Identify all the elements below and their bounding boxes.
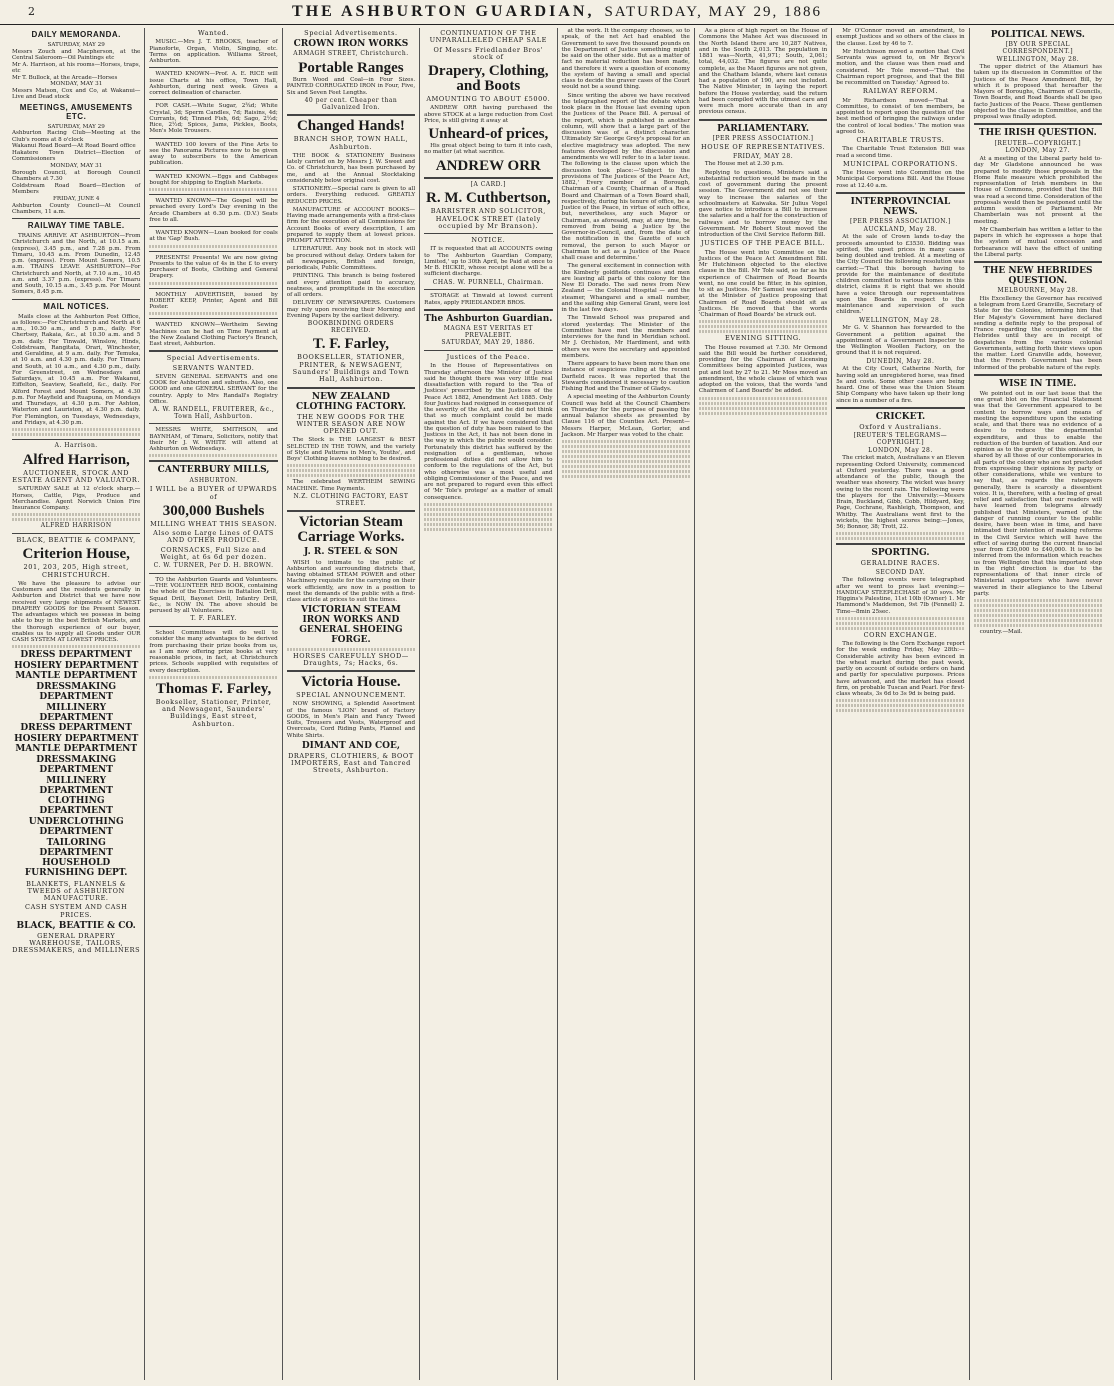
column-6 [694,28,831,1380]
memoranda-heading: DAILY MEMORANDA. [31,30,121,39]
unheard-prices: Unheard-of prices, [428,126,549,143]
text-filler [287,464,415,467]
special-top: Special Advertisements. [304,29,398,37]
canterbury-sub: MILLING WHEAT THIS SEASON. [150,519,278,528]
text-filler [562,440,690,443]
divider [836,407,964,409]
london-date: LONDON, May 28. [868,446,933,454]
text-filler [562,465,690,468]
auckland-text: At the sale of Crown lands to-day the proceeds amounted to £3530. Bidding was spirited, the upset prices in many cases being doubled and trebled. At a meeting of the City Council the following resolution was carried:—'That this borough having to provide for the maintenance of destitute children committed to various homes in this district, claims it is right that we should have a voice through our representatives upon the Boards in respect to the maintenance and supervision of such children.' [836,234,965,316]
cash-line: CASH SYSTEM AND CASH PRICES. [25,903,128,919]
text-filler [424,518,552,521]
tinwald-text: The Tinwald School was prepared and stored yesterday. The Minister of the Committee have met the members and interviews for the fund in Meridian school. Mr J. Orchiston, Mr Hardiment, and with others we were the secretary and appointed members. [561,315,690,359]
text-filler [836,537,964,540]
text-filler [974,619,1102,622]
railway-reform: RAILWAY REFORM. [862,87,939,96]
divider [149,350,277,352]
text-filler [149,188,277,191]
hebrides-heading: THE NEW HEBRIDES QUESTION. [983,266,1093,287]
text-filler [699,320,827,323]
list-item: TAILORING DEPARTMENT [39,837,113,858]
corn-heading: CORN EXCHANGE. [863,630,938,639]
list-item: MILLINERY DEPARTMENT [39,702,113,723]
wanted-ad: MUSIC.—Mrs J. T. BROOKS, teacher of Pianoforte, Organ, Violin, Singing, etc. Terms on application. Williams Street, Ashburton. [149,39,278,65]
victoria-text: NOW SHOWING, a Splendid Assortment of the famous 'LION' brand of Factory GOODS, in Men's Plain and Fancy Tweed Suits, Trousers and Vests, Waterproof and Overcoats, Cord Riding Pants, Flannel and White Shirts. [286,701,416,739]
text-filler [699,325,827,328]
cuthbertson-sub: BARRISTER AND SOLICITOR, HAVELOCK STREET (lately occupied by Mr Branson). [430,207,546,230]
text-filler [699,412,827,415]
list-item: Ashburton Racing Club—Meeting at the Club's rooms at 8 o'clock [12,130,141,143]
cricket-heading: CRICKET. [875,411,926,422]
purnell-sign: CHAS. W. PURNELL, Chairman. [432,278,544,286]
railway-text: TRAINS ARRIVE AT ASHBURTON—From Christchurch and the North, at 10.15 a.m. (express), 3.45 p.m., and 7.28 p.m. From Timaru, 10.45 a.m. From Dunedin, 12.45 p.m. (express). From Mount Somers, 10.5 a.m. TRAINS LEAVE ASHBURTON—For Christchurch and North, at 7.10 a.m., 10.45 a.m. and 3.37 p.m. (express). For Timaru and South, 10.15 a.m., 3.45 p.m. For Mount Somers, 8.45 p.m. [12,233,141,296]
list-item: HOUSEHOLD FURNISHING DEPT. [24,858,128,879]
sporting-heading: SPORTING. [871,548,930,559]
farley-sign: T. F. FARLEY. [190,615,237,623]
irish-text: At a meeting of the Liberal party held to-day Mr Gladstone announced he was prepared to modify those proposals in the Home Rule measure which prohibited the representation of Irish members in the House of Commons, provided that the Bill was read a second time. Consideration of the proposals would then be postponed until the autumn session of Parliament. Mr Chamberlain was not present at the meeting. [973,156,1103,225]
list-item: HOSIERY DEPARTMENT [14,660,139,671]
cornsacks: CORNSACKS, Full Size and Weight, at 6s 6d per dozen. [160,545,267,561]
list-item: DRESS DEPARTMENT [20,650,132,661]
blankets-line: BLANKETS, FLANNELS & TWEEDS of ASHBURTON MANUFACTURE. [26,879,127,903]
text-filler [424,513,552,516]
meetings-heading: MEETINGS, AMUSEMENTS ETC. [19,102,133,121]
divider [149,226,277,227]
text-filler [424,503,552,506]
continuation: CONTINUATION OF THE UNPARALLELED CHEAP SALE [429,29,548,45]
text-filler [12,645,140,648]
harrison-label: A. Harrison. [54,442,98,450]
text-filler [699,407,827,410]
races-text: The following events were telegraphed after we went to press last evening:—HANDICAP STEEPLECHASE of 30 sovs. Mr Higgins's Palestine, 11st 10lb (Owner) 1. Mr Hammond's Maddemon, 9st 7lb (Fennell) 2. Time—8min 25sec. [836,577,965,615]
special-heading: Special Advertisements. [166,354,261,363]
railway-reform-text: Mr Richardson moved—'That a Committee, to consist of ten members, be appointed to report upon the question of the best method of bringing the railways under the control of local bodies.' The motion was agreed to. [836,97,965,135]
justices-bill-heading: JUSTICES OF THE PEACE BILL. [700,239,826,248]
geraldine-heading: GERALDINE RACES. [860,559,941,568]
divider [974,374,1102,376]
victoria-house: Victoria House. [301,674,401,691]
wanted-ad: WANTED KNOWN—Loan booked for coals at the 'Gap' Bush. [149,230,278,243]
book-text: THE BOOK & STATIONERY Business lately carried on by Messrs J. W. Sweet and Co. of Christchurch, has been purchased by me, and at the Annual Stocktaking considerably below original cost. [286,152,416,184]
list-item: DRESS DEPARTMENT [20,723,132,734]
list-item: SATURDAY, MAY 29 [47,41,105,48]
text-filler [562,445,690,448]
divider [149,288,277,289]
list-item: DRESSMAKING DEPARTMENT [36,682,117,703]
divider [149,251,277,252]
publication-date: SATURDAY, MAY 29, 1886. [441,339,536,347]
column-4 [419,28,556,1380]
divider [12,299,140,300]
notice-text: IT is requested that all ACCOUNTS owing to 'The Ashburton Guardian Company, Limited,' up to 30th April, be Paid at once to Mr B. HICKIE, whose receipt alone will be a sufficient discharge. [424,246,553,278]
list-item: MANTLE DEPARTMENT [15,744,138,755]
wanted-ad: MONTHLY ADVERTISER, issued by ROBERT KEEP, Printer, Agent and Bill Poster. [149,291,278,311]
divider [287,670,415,672]
house-heading: HOUSE OF REPRESENTATIVES. [700,143,826,152]
column-7 [831,28,968,1380]
storage-text: STORAGE at Tinwald at lowest current Rates, apply FRIEDLANDER BROS. [424,293,553,306]
printing-text: PRINTING. This branch is being fostered and every attention paid to accuracy, neatness, and promptitude in the execution of all orders. [286,273,416,299]
text-filler [287,469,415,472]
changed-hands: Changed Hands! [296,118,405,135]
friday-date: FRIDAY, MAY 28. [733,152,794,160]
list-item: Messrs Zouch and Macpherson, at the Central Saleroom—Oil Paintings etc [12,48,141,61]
divider [149,99,277,100]
debate-text: Replying to questions, Ministers said a substantial reduction would be made in the cost of government during the present session. The Government did not see their way to increase the salaries of the schoolmasters at Kaiwaka. Sir Julius Vogel gave notice to introduce a Bill to increase the salaries and a half for the construction of railways and to borrow money by the Government. Mr Robert Stout moved the introduction of the Civil Service Reform Bill. [698,169,828,239]
criterion-name: Criterion House, [22,546,130,563]
text-filler [974,614,1102,617]
committee-text: Mr O'Connor moved an amendment, to exempt Justices and so others of the class in the clause. Lost by 46 to 7. [836,28,965,47]
wertheim-text: The celebrated WERTHEIM SEWING MACHINE. Time Payments. [286,479,416,492]
text-filler [974,624,1102,627]
article-text: In the House of Representatives on Thursday afternoon the Minister of Justice said he thought there was very little real dissatisfaction with regard to the 'Tea of Justices' prescribed by the Justices of the Peace Act 1882, Amendment Act 1885. Only four Justices had resigned in consequence of the severity of the Act, and he did not think that so much complaint could be made against the Act. If we have considered that the question of duty has been raised to the Justices in the Act, it has not been done in the way in which the public would consider. Fortunately this district has suffered by the resignation of a gentleman, whose professional duties did not allow him to conform to the regulations of the Act, but who otherwise was a most useful and obliging Commissioner of the Peace, and we are not prepared to regard even this effect of 'Mr Tole's protege' as a matter of small consequence. [424,363,553,501]
wise-text: We pointed out in our last issue that the one great blot on the Financial Statement was that the Government appeared to be content to borrow ways and means of meeting the expenditure upon the existing scale, and that there was no evidence of a desire to reduce the departmental expenditure, and thus to enable the reduction of the burden of taxation. And our opinion as to the gravity of this omission, is shared by all those of our contemporaries in all parts of the colony who are not precluded from expressing their opinions by party or other considerations, while we venture to say that, as regards the ratepayers generally, there is scarcely a dissentient voice. It is, therefore, with a feeling of great relief and satisfaction that our readers will have learned from telegrams already published that Ministers, warned of the danger of running counter to the public desire, have been wise in time, and have intimated their intention of making reforms in the Civil Service which will have the effect of saving during the current financial year from £30,000 to £40,000. It is to be inferred from the information which reaches us from Wellington that this important step in the right direction is due to the representations of that inner circle of Ministerial supporters who have never wavered in their allegiance to the Liberal party. [973,390,1102,597]
interprov-assoc: [PER PRESS ASSOCIATION.] [849,217,951,225]
divider [149,626,277,627]
servants-text: SEVEN GENERAL SERVANTS and one COOK for Ashburton and suburbs. Also, one GOOD and one GENERAL SERVANT for the country. Apply to Mrs Randall's Registry Office. [149,373,278,405]
divider [149,67,277,68]
dunedin-text: At the City Court, Catherine North, for having sold an unregistered horse, was fined 5s and costs. Some other cases are being heard. One of these was the Union Steam Ship Company who have taken up their long since in a number of a fire. [836,366,965,404]
criterion-text: We have the pleasure to advise our Customers and the residents generally in Ashburton and District that we have now received very large shipments of NEWEST DRAPERY GOODS for the Present Season. The advantages which we possess in being able to buy in the best British Markets, and the thorough experience of our buyer, enables us to supply all Goods under OUR CASH SYSTEM AT LOWEST PRICES. [12,580,141,644]
guardian-motto: MAGNA EST VERITAS ET PREVALEBIT. [443,324,533,339]
text-filler [836,532,964,535]
memoranda-list [12,42,140,101]
article-title: Justices of the Peace. [446,353,530,362]
divider [149,170,277,171]
text-filler [149,676,277,679]
newspaper-title: THE ASHBURTON GUARDIAN, [292,3,595,21]
list-item: HOSIERY DEPARTMENT [14,733,139,744]
volunteer-text: TO the Ashburton Guards and Volunteers.—THE VOLUNTEER RED BOOK, containing the whole of the Exercises in Battalion Drill, Squad Drill, Bayonet Drill, Infantry Drill, &c., is NOW IN. The above should be perused by all Volunteers. [149,576,278,615]
farley-name: Thomas F. Farley, [155,680,272,697]
text-filler [12,513,140,516]
criterion-addr: 201, 203, 205, High street, CHRISTCHURCH. [23,563,129,579]
list-item: Borough Council, at Borough Council Chambers at 7.30 [12,169,141,183]
wellington-date: WELLINGTON, May 28. [996,55,1080,63]
justices-text: The House went into Committee on the Justices of the Peace Act Amendment Bill. Mr Hutchinson objected to the elective clause in the Bill. Mr Tole said, so far as his experience of Chairmen of Road Boards went, no one could be fitter, in his opinion, to sit as Justices. Mr Samuel was surprised at the Minister of Justice proposing that Chairmen of Road Boards should sit as Justices. He moved that the words 'Chairman of Road Boards' be struck out. [698,249,828,319]
randell-sign: A. W. RANDELL, FRUITERER, &c., Town Hall, Ashburton. [152,406,275,420]
hebrides-date: MELBOURNE, May 28. [997,287,1079,295]
text-filler [12,518,140,521]
divider [974,261,1102,263]
solicitors-notice: MESSRS WHITE, SMITHSON, and BAYNHAM, of Timaru, Solicitors, notify that their Mr J. W. WHITE will attend at Ashburton on Wednesdays. [149,427,278,453]
wanted-ad: WANTED KNOWN.—Eggs and Cabbages bought for shipping to English Markets. [149,173,278,186]
text-filler [562,475,690,478]
text-filler [149,245,277,248]
issue-date: SATURDAY, MAY 29, 1886 [604,3,822,20]
wanted-ad: WANTED KNOWN—Prof. A. E. RICE will issue Charts at his office, Town Hall, Ashburton, during next week. Gives a correct delineation of character. [149,71,278,97]
column-5 [557,28,694,1380]
text-filler [836,622,964,625]
divider [287,387,415,389]
divider [836,543,964,545]
divider [424,177,552,179]
article-continued: at the work. It the company chooses, so to speak, of the net Act had enabled the Government to save five thousand pounds on the Department of Justice something might be said on the other side. But as a matter of fact no material reduction has been made, and therefore it were a question of economy the system of having a small and special class to decide the graver cases of the Court would not be a sound thing. [561,28,690,91]
andrew-orr: ANDREW ORR [435,157,541,174]
list-item: Mr A. Harrison, at his rooms—Horses, traps, etc [12,61,141,74]
harrison-name: Alfred Harrison, [22,451,130,468]
text-filler [974,599,1102,602]
list-item: MONDAY, MAY 31 [50,163,103,170]
divider [836,192,964,194]
harrison-sign: ALFRED HARRISON [40,522,112,530]
text-filler [562,455,690,458]
departments-list [12,650,140,878]
newspapers-text: DELIVERY OF NEWSPAPERS. Customers may rely upon receiving their Morning and Evening Papers by the earliest delivery. [286,300,416,319]
nz-clothing: NEW ZEALAND CLOTHING FACTORY. [295,391,406,412]
charitable-heading: CHARITABLE TRUSTS. [856,136,945,145]
wanted-heading: Wanted. [198,29,230,37]
text-filler [149,282,277,285]
guardian-title: The Ashburton Guardian. [424,313,553,324]
list-item: UNDERCLOTHING DEPARTMENT [28,817,124,838]
cuthbertson-name: R. M. Cuthbertson, [426,190,551,207]
text-filler [699,330,827,333]
canterbury-qty: 300,000 Bushels [162,502,265,519]
text-filler [287,648,415,651]
divider [699,119,827,121]
column-8 [969,28,1106,1380]
text-filler [12,433,140,436]
auckland-date: AUCKLAND, May 28. [863,225,938,233]
wanted-ad: WANTED KNOWN—Wertheim Sewing Machines can be had on Time Payment at the New Zealand Clothing Factory's Branch, East street, Ashburton. [149,322,278,348]
evening-text: The House resumed at 7.30. Mr Ormond said the Bill would be further considered, providing for the Chairman of Licensing Committees being appointed Justices, was put and lost by 27 to 21. Mr Moss moved an amendment, the whole clause of which was adopted on the voices, that the words 'and Chairmen of Land Boards' be added. [698,344,828,395]
stationery-text: STATIONERY.—Special care is given to all orders. Everything reduced. GREATLY REDUCED PRICES. [286,186,416,205]
county-council-text: A special meeting of the Ashburton County Council was held at the Council Chambers on Thursday for the purpose of passing the annual balance sheets as presented by Clause 116 of the Counties Act. Present—Messrs Harper, McLean, Gorter, and Jackson. Mr Harper was voted to the chair. [561,394,690,438]
farley-sub: BOOKSELLER, STATIONER, PRINTER, & NEWSAGENT, Saunders' Buildings and Town Hall, Ashburton. [292,353,410,384]
press-assoc: [PER PRESS ASSOCIATION.] [712,134,814,142]
harrison-text: SATURDAY SALE at 12 o'clock sharp.—Horses, Cattle, Pigs, Produce and Merchandise. Agent Norwich Union Fire Insurance Company. [12,486,141,512]
text-filler [836,709,964,712]
literature-text: LITERATURE. Any book not in stock will be procured without delay. Orders taken for all newspapers, British and foreign, periodicals, Public Committees. [286,246,416,272]
interprovincial-heading: INTERPROVINCIAL NEWS. [850,196,951,217]
dimant-sub: DRAPERS, CLOTHIERS, & BOOT IMPORTERS, East and Tancred Streets, Ashburton. [288,751,414,775]
divider [149,460,277,462]
school-text: School Committees will do well to consider the many advantages to be derived from purchasing their prize books from us, as I am now offering prize books at very reasonable prices, in fact, at Christchurch prices. Schools supplied with requisites of every description. [149,630,278,674]
list-item: MANTLE DEPARTMENT [15,671,138,682]
portable-text: Burn Wood and Coal—in Four Sizes. PAINTED CORRUGATED IRON in Four, Five, Six and Seven Feet Lengths. [286,77,416,96]
footer-sub: GENERAL DRAPERY WAREHOUSE, TAILORS, DRESSMAKERS, and MILLINERS [12,931,141,955]
list-item: MILLINERY DEPARTMENT [39,775,113,796]
factory-sign: N.Z. CLOTHING FACTORY, EAST STREET. [293,492,409,507]
list-item: DRESSMAKING DEPARTMENT [36,755,117,776]
municipal-text: The House went into Committee on the Municipal Corporations Bill. And the House rose at 12.40 a.m. [836,170,965,189]
oxford-heading: Oxford v Australians. [859,422,942,431]
goldfields-text: The general excitement in connection with the Kimberly goldfields continues and men are leaving all parts of this colony for the New El Dorado. The sad news from New Zealand — the Colonial Hospital — and the steamer, Whangarei and a small number, and the sailing ship General Grant, were lost in the last few days. [561,263,690,313]
text-filler [12,428,140,431]
mail-text: Mails close at the Ashburton Post Office, as follows:—For Christchurch and North at 6 a.m., 10.30 a.m., and 5 p.m., daily. For Chertsey, Rakaia, &c., at 10.30 a.m. and 5 p.m. daily. For Tinwald, Winslow, Hinds, Coldstream, Rangitata, Orari, Winchester, and Geraldine, at 9 a.m. daily. For Temuka, at 10 a.m. and 4.30 p.m. daily. For Timaru and South, at 10 a.m., and 4.30 p.m., daily. For Greenstreet, on Wednesdays and Saturdays, at 10.45 a.m. For Wakanui, Eiffelton, Seaview, Seafield, &c., daily. For Alford Forest and Mount Somers, at 4.30 p.m. For Mayfield and Ruapuna, on Mondays and Thursdays, at 4.30 p.m. For Ashton, Waterton and Lauriston, at 4.30 p.m. daily. For Flemington, on Tuesdays, Wednesdays, and Fridays, at 4.30 p.m. [12,313,141,426]
divider [287,510,415,512]
text-filler [562,470,690,473]
text-filler [424,508,552,511]
debate-text: Since writing the above we have received the telegraphed report of the debate which took place in the House last evening upon the Justices of the Peace Bill. A perusal of the report, which is published in another column, will show that a large part of the discussion was of a distinct character. Ultimately Sir George Grey's proposal for an elective magistracy was adopted. The new features developed by the discussion and amendments we will refer to in a later issue. The following is the clause upon which the discussion took place:—'Subject to the provisions of The Justices of the Peace Act, 1882,' Every member of a Borough, Chairman of a County, Chairman of a Road Board and Chairman of a Town Board shall, respectively, during his tenure of office, be a Justice of the Peace, in virtue of such office, but, nevertheless, any such Mayor or Chairman, as aforesaid, may, at any time, be removed from being a Justice by the Governor-in-Council, and, from the date of the notification in the Gazette of such removal, the person to such Mayor or Chairman to act as a Justice of the Peace shall cease and determine.' [561,92,690,261]
special-announcement: SPECIAL ANNOUNCEMENT. [296,691,406,700]
orr-text: ANDREW ORR having purchased the above STOCK at a large reduction from Cost Price, is still giving it away at [424,105,553,124]
harrison-sub: AUCTIONEER, STOCK AND ESTATE AGENT AND VALUATOR. [12,468,141,484]
farley-big: T. F. Farley, [312,336,390,353]
text-filler [974,609,1102,612]
political-text: The upper district of the Atiamuri has taken up its discussion in Committee of the Justices of the Peace Amendment Bill, by which it is proposed that hereafter the Mayors of Boroughs, Chairmen of Councils, Town Boards, and Road Boards shall be ipso facto Justices of the Peace. These gentlemen objected to the clause in Committee, and the proposal was finally adopted. [973,64,1102,121]
list-item: Mr T. Bullock, at the Arcade—Horses [12,74,118,81]
cricket-text: The cricket match, Australians v an Eleven representing Oxford University, commenced at Oxford yesterday. There was a good attendance of the public, though the weather was showery. The wicket was heavy owing to the recent rain. The following were the players for the University:—Messrs Brain, Buckland, Gibb, Cobb, Hildyard, Key, Page, Cochrane, Rashleigh, Thompson, and Whitby. The Australians went first to the wickets, the highest scores being:—Jones, 56; Bonnor, 38; Trott, 22. [836,455,965,531]
divider [12,439,140,440]
criterion-firm: BLACK, BEATTIE & COMPANY, [16,535,136,544]
charitable-text: The Charitable Trust Extension Bill was read a second time. [836,146,965,159]
text-filler [424,523,552,526]
iron-works: CROWN IRON WORKS [293,39,409,50]
text-filler [836,704,964,707]
list-item: Wakanui Road Board—At Road Board office [12,143,136,150]
wanted-ad: WANTED KNOWN—The Gospel will be preached every Lord's Day evening in the Arcade Chambers at 6.30 p.m. (D.V.) Seats free to all. [149,198,278,223]
text-filler [699,397,827,400]
list-item: FRIDAY, JUNE 4 [52,195,100,202]
armagh-street: ARMAGH STREET, Christchurch. [293,50,409,58]
parliamentary-heading: PARLIAMENTARY. [717,123,810,134]
wellington-text: Mr G. V. Shannon has forwarded to the Government a petition against the appointment of a Government Inspector to the Wellington Woollen Factory, on the ground that it is not required. [836,325,965,357]
bookbinding: BOOKBINDING ORDERS RECEIVED. [307,320,395,334]
page-number: 2 [28,5,35,18]
evening-sitting: EVENING SITTING. [725,334,802,343]
orr-text-2: His great object being to turn it into cash, no matter (at what sacrifice. [424,143,553,156]
text-filler [974,604,1102,607]
amounting: AMOUNTING TO ABOUT £5000. [426,95,551,104]
hebrides-text: His Excellency the Governor has received a telegram from Lord Granville, Secretary of State for the Colonies, informing him that Her Majesty's Government have declared sending a definite reply to the proposal of France regarding the occupation of the Hebrides until they are in receipt of despatches from the various colonial Governments, setting forth their views upon the matter. Lord Granville adds, however, that the French Government has been informed of the probable nature of the reply. [973,295,1102,371]
iron-price: 40 per cent. Cheaper than Galvanized Iron. [304,96,398,111]
farley-sub: Bookseller, Stationer, Printer, and Newsagent, Saunders' Buildings, East street, Ashburton. [155,697,272,728]
corn-text: The following is the Corn Exchange report for the week ending Friday, May 28th:—Considerable activity has been evinced in the wheat market during the past week, partly on account of outside orders on hand and partly for speculative purposes. Prices have advanced, and the market has closed firm, on probable Tuscan and Pearl. For first-class wheats, 3s 6d to 3s 9d is being paid. [836,641,965,698]
political-sub: [BY OUR SPECIAL CORRESPONDENT.] [1002,41,1074,55]
list-item: CLOTHING DEPARTMENT [39,796,113,817]
railway-heading: RAILWAY TIME TABLE. [27,221,125,231]
second-day: SECOND DAY. [875,568,926,576]
divider [424,233,552,234]
dunedin-date: DUNEDIN, May 28. [866,357,935,365]
text-filler [287,474,415,477]
turner-sign: C. W. TURNER, Per D. H. BROWN. [153,562,274,570]
steel-text: WISH to intimate to the public of Ashburton and surrounding districts that, having obtained STEAM POWER and other Machinery requisite for the carrying on their work efficiently, are now in a position to meet the demands of the public with a first-class article at prices to suit the times. [286,559,416,603]
victorian-iron: VICTORIAN STEAM IRON WORKS AND GENERAL SHOEING FORGE. [299,605,403,646]
victorian-works: Victorian Steam Carriage Works. [297,514,405,546]
stock-text: The Stock is THE LARGEST & BEST SELECTED IN THE TOWN, and the variety of Style and Patterns in Men's, Youths', and Boys' Clothing leaves nothing to be desired. [286,437,416,463]
text-filler [562,450,690,453]
list-item: Coldstream Road Board—Election of Members [12,182,141,196]
steel-and-son: J. R. STEEL & SON [304,547,398,558]
text-filler [836,699,964,702]
new-goods: THE NEW GOODS FOR THE WINTER SEASON ARE NOW OPENED OUT. [296,412,406,436]
wanted-ad: WANTED 100 lovers of the Fine Arts to see the Panorama Pictures now to be given away to subscribers to the American publication. [149,141,278,167]
irish-heading: THE IRISH QUESTION. [978,128,1097,139]
dimant-coe: DIMANT AND COE, [301,740,401,751]
divider [149,194,277,195]
cricket-sub: [REUTER'S TELEGRAMS—COPYRIGHT.] [853,432,948,446]
portable-ranges: Portable Ranges [298,60,404,77]
text-filler [149,312,277,315]
text-filler [562,460,690,463]
column-2 [144,28,281,1380]
text-filler [424,528,552,531]
list-item: SATURDAY, MAY 29 [47,123,105,130]
irish-sub: [REUTER—COPYRIGHT.] [994,139,1082,147]
horses-shod: HORSES CAREFULLY SHOD—Draughts, 7s; Hacks, 6s. [293,651,409,667]
list-item: Hakatere Town District—Election of Commissioners [12,150,141,163]
notice-heading: NOTICE. [471,236,506,245]
drapery-headline: Drapery, Clothing, and Boots [428,63,549,95]
canterbury-place: ASHBURTON. [189,476,238,484]
house-met: The House met at 2.30 p.m. [704,161,784,168]
divider [974,123,1102,125]
municipal-heading: MUNICIPAL CORPORATIONS. [842,159,958,168]
divider [424,309,552,311]
footer-firm: BLACK, BEATTIE & CO. [16,920,136,931]
wise-heading: WISE IN TIME. [999,378,1077,389]
list-item: MONDAY, MAY 31 [50,81,103,88]
canterbury-name: CANTERBURY MILLS, [157,465,270,476]
text-filler [836,627,964,630]
divider [12,218,140,219]
divider [149,573,277,574]
wanted-ad: PRESENTS! Presents! We are now giving Presents to the value of 4s in the £ to every purchaser of Boots, Clothing and General Drapery. [149,254,278,280]
divider [424,350,552,351]
branch-shop: BRANCH SHOP, TOWN HALL, Ashburton. [293,135,409,151]
canterbury-lines: Also some Large Lines of OATS AND OTHER PRODUCE. [153,529,274,545]
text-filler [149,454,277,457]
text-filler [699,402,827,405]
account-books-text: MANUFACTURE of ACCOUNT BOOKS—Having made arrangements with a first-class firm for the execution of all Commissions for Account Books of every description, I am prepared to supply them at lowest prices. PROMPT ATTENTION. [286,206,416,245]
irish-date: LONDON, May 27. [1005,147,1071,155]
wise-footer: country.—Mail. [979,629,1023,636]
list-item: Messrs Matson, Cox and Co, at Wakanui—Live and Dead stock [12,88,141,101]
wanted-ad: FOR CASH.—White Sugar, 2¾d; White Crystal, 3d; Sperm Candles, 7d; Raisins, 4d; Currants, 6d; Tinned Fish, 6d; Sago, 2½d; Rice, 2½d; Spices, Jams, Pickles, Boots, Men's Mole Trousers. [149,103,278,135]
text-filler [836,617,964,620]
divider [149,423,277,424]
friedlander: Of Messrs Friedlander Bros' stock of [433,45,544,61]
column-1 [8,28,144,1380]
list-item: Ashburton County Council—At Council Chambers, 11 a.m. [12,202,141,215]
native-census-text: As a piece of high report on the House of Commons the Mahee Act was discussed in the North Island there are 10,287 Natives, and in the South 2,013. The population in 1881 was—North, 41,971; South, 2,061; total, 44,032. The figures are not quite complete, as the Maori figures are not given, and the Chatham Islands, where last census had a population of 190, are not included. The Native Minister, in laying the report before the House yesterday, said the return had been compiled with the utmost care and were much more accurate than in any previous census. [698,28,828,116]
divider [424,289,552,290]
column-3 [282,28,419,1380]
divider [12,533,140,534]
divider [287,114,415,116]
columns [8,28,1106,1380]
committee-text-2: Mr Hutchinson moved a motion that Civil Servants was agreed to, on Mr Bryce's motion, and the clause was then read and considered. Mr Tole moved—'That the Chairman report progress, and that the Bill be recommitted on Tuesday.' Agreed to. [836,48,965,86]
political-heading: POLITICAL NEWS. [990,30,1085,40]
races-text: There appears to have been more than one instance of suspicious ruling at the recent Darfield races. It was reported that the Stewards considered it necessary to caution Fishing Rod and the Trainer of Gladys. [561,361,690,392]
masthead [0,0,1114,25]
canterbury-buyer: I WILL be a BUYER of UPWARDS of [149,485,278,501]
servants-heading: SERVANTS WANTED. [172,363,255,372]
chamberlain-text: Mr Chamberlain has written a letter to the papers in which he expresses a hope that the system of mutual concession and forbearance will have the effect of uniting the Liberal party. [973,226,1102,258]
wellington-date: WELLINGTON, May 28. [859,316,942,324]
divider [149,138,277,139]
card-label: [A CARD.] [470,180,506,188]
mail-heading: MAIL NOTICES. [43,301,110,311]
divider [149,318,277,319]
meetings-list [12,124,140,216]
